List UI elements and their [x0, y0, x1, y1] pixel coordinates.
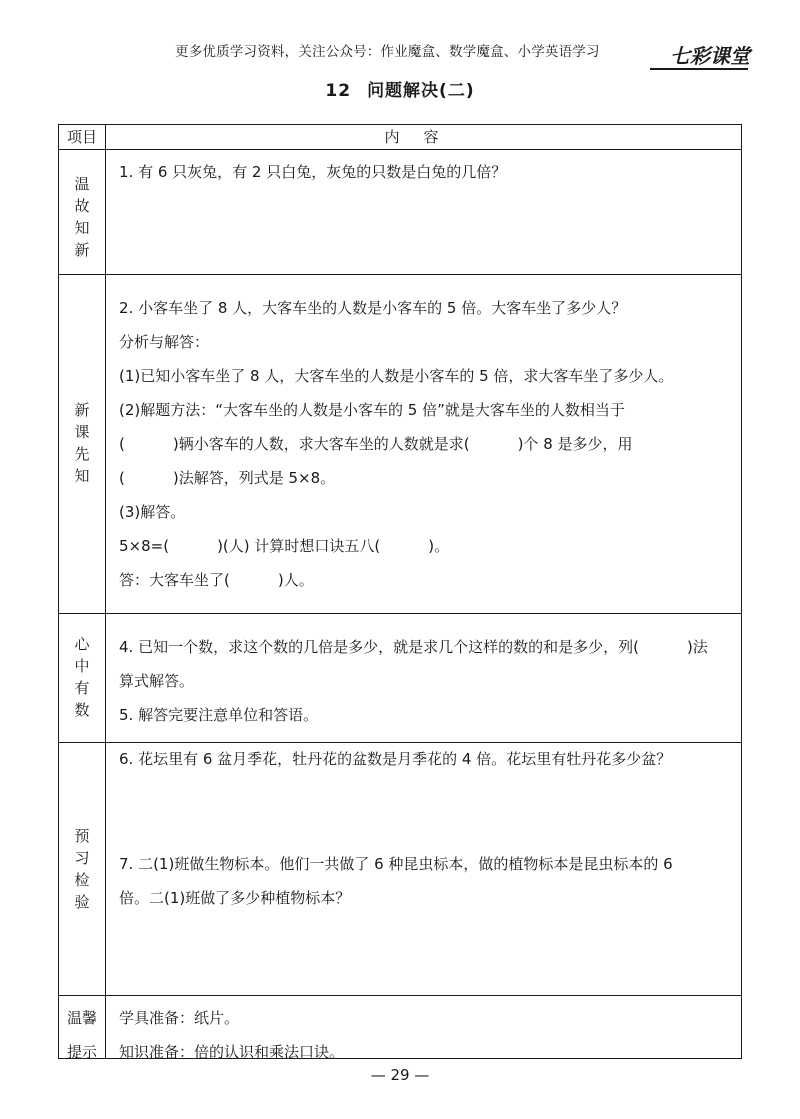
text-segment: )法: [686, 638, 708, 656]
label-char: 新: [74, 241, 90, 259]
header-promo-text: 更多优质学习资料，关注公众号：作业魔盒、数学魔盒、小学英语学习: [175, 44, 600, 60]
section-label-new-lesson: [59, 399, 105, 487]
label-char: 温: [74, 175, 90, 193]
step-3: (3)解答。: [119, 503, 186, 521]
section-content-review: [119, 155, 731, 189]
row-divider: [59, 613, 741, 614]
label-char: 先: [74, 445, 90, 463]
lesson-title: 问题解决(二): [367, 81, 475, 101]
label-char: 知: [74, 219, 90, 237]
section-content-preview-check-q7: [119, 847, 731, 915]
label-char: 中: [74, 657, 90, 675]
label-char: 验: [74, 893, 90, 911]
column-header-content: 内容: [384, 128, 463, 146]
section-label-review: [59, 173, 105, 261]
section-label-key-points: [59, 633, 105, 721]
text-segment: )辆小客车的人数，求大客车坐的人数就是求(: [172, 435, 470, 453]
label-char: 课: [74, 423, 90, 441]
label-char: 有: [74, 679, 90, 697]
section-content-preview-check: [119, 742, 731, 776]
text-segment: )(人) 计算时想口诀五八(: [217, 537, 381, 555]
brand-underline: [650, 68, 748, 70]
label-line: 提示: [66, 1043, 97, 1061]
label-line: 温馨: [66, 1009, 97, 1027]
label-char: 检: [74, 871, 90, 889]
label-char: 数: [74, 701, 90, 719]
question-1: 1. 有 6 只灰兔，有 2 只白兔，灰兔的只数是白兔的几倍？: [119, 163, 507, 181]
text-segment: )。: [428, 537, 450, 555]
row-divider: [59, 995, 741, 996]
section-label-tips: [59, 1001, 105, 1069]
section-content-tips: [119, 1001, 731, 1069]
text-segment: 答：大客车坐了(: [119, 571, 230, 589]
point-4-continued: 算式解答。: [119, 672, 195, 690]
step-1: (1)已知小客车坐了 8 人，大客车坐的人数是小客车的 5 倍，求大客车坐了多少人。: [119, 367, 674, 385]
text-segment: )个 8 是多少，用: [517, 435, 633, 453]
question-6: 6. 花坛里有 6 盆月季花，牡丹花的盆数是月季花的 4 倍。花坛里有牡丹花多少盆？: [119, 750, 672, 768]
step-2: (2)解题方法：“大客车坐的人数是小客车的 5 倍”就是大客车坐的人数相当于: [119, 401, 625, 419]
brand-logo: 七彩课堂: [670, 44, 750, 68]
column-divider: [105, 125, 106, 1058]
question-7: 7. 二(1)班做生物标本。他们一共做了 6 种昆虫标本，做的植物标本是昆虫标本的 6: [119, 855, 673, 873]
page-number: — 29 —: [370, 1066, 430, 1084]
text-segment: (: [119, 435, 125, 453]
question-2: 2. 小客车坐了 8 人，大客车坐的人数是小客车的 5 倍。大客车坐了多少人？: [119, 299, 627, 317]
text-segment: 5×8=(: [119, 537, 170, 555]
label-char: 预: [74, 827, 90, 845]
tip-supplies: 学具准备：纸片。: [119, 1009, 240, 1027]
row-divider: [59, 274, 741, 275]
text-segment: )人。: [277, 571, 314, 589]
row-divider: [59, 149, 741, 150]
label-char: 新: [74, 401, 90, 419]
text-segment: (: [119, 469, 125, 487]
answer-line: [119, 563, 731, 597]
analysis-heading: 分析与解答：: [119, 333, 210, 351]
section-label-preview-check: [59, 825, 105, 913]
point-5: 5. 解答完要注意单位和答语。: [119, 706, 319, 724]
lesson-table: [58, 124, 742, 1059]
label-char: 故: [74, 197, 90, 215]
step-2-continued: [119, 427, 731, 461]
section-content-new-lesson: [119, 291, 731, 597]
text-segment: 4. 已知一个数，求这个数的几倍是多少，就是求几个这样的数的和是多少，列(: [119, 638, 639, 656]
lesson-number: 12: [325, 81, 352, 101]
tip-knowledge: 知识准备：倍的认识和乘法口诀。: [119, 1043, 345, 1061]
label-char: 知: [74, 467, 90, 485]
text-segment: )法解答，列式是 5×8。: [172, 469, 336, 487]
label-char: 心: [74, 635, 90, 653]
step-2-formula: [119, 461, 731, 495]
column-header-item: 项目: [66, 128, 97, 146]
page-title: [0, 76, 800, 101]
label-char: 习: [74, 849, 90, 867]
section-content-key-points: [119, 630, 731, 732]
point-4: [119, 630, 731, 664]
question-7-continued: 倍。二(1)班做了多少种植物标本？: [119, 889, 351, 907]
calculation: [119, 529, 731, 563]
